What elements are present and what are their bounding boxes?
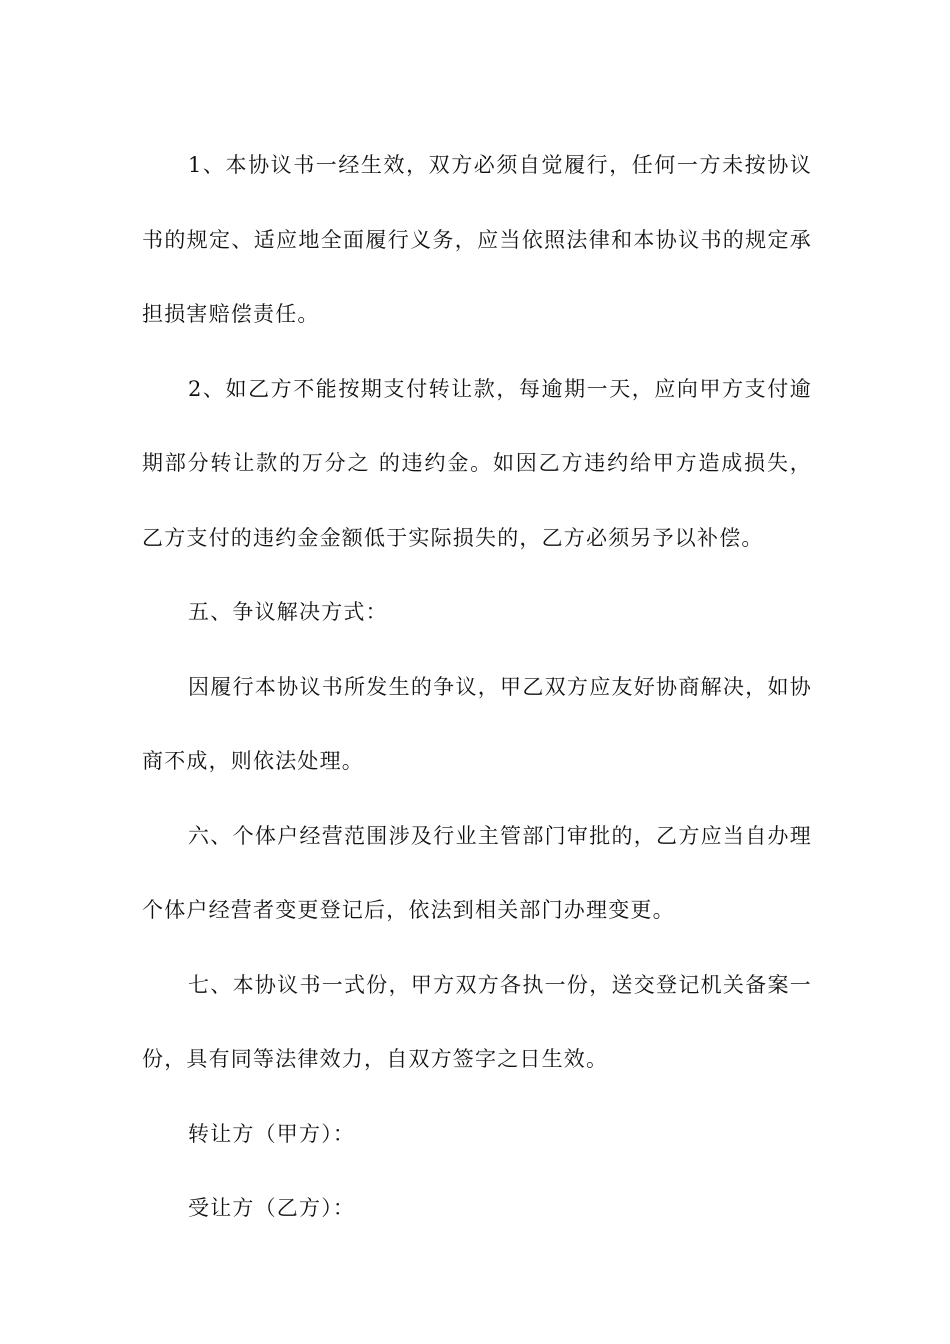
clause-dispute-resolution: 因履行本协议书所发生的争议，甲乙双方应友好协商解决，如协商不成，则依法处理。	[142, 674, 812, 773]
signature-transferor: 转让方（甲方）：	[188, 1121, 356, 1146]
clause-liability: 1、本协议书一经生效，双方必须自觉履行，任何一方未按协议书的规定、适应地全面履行义务，应当依照法律和本协议书的规定承担损害赔偿责任。	[142, 153, 812, 326]
section-business-scope: 六、个体户经营范围涉及行业主管部门审批的，乙方应当自办理个体户经营者变更登记后，依法到相关部门办理变更。	[142, 823, 812, 922]
document-body	[142, 128, 812, 1246]
section-copies: 七、本协议书一式份，甲方双方各执一份，送交登记机关备案一份，具有同等法律效力，自双方签字之日生效。	[142, 972, 812, 1071]
clause-late-payment: 2、如乙方不能按期支付转让款，每逾期一天，应向甲方支付逾期部分转让款的万分之 的违约金。如因乙方违约给甲方造成损失，乙方支付的违约金金额低于实际损失的，乙方必须另予以补偿。	[142, 376, 812, 550]
section-dispute-heading: 五、争议解决方式：	[188, 600, 388, 624]
signature-transferee: 受让方（乙方）：	[188, 1196, 356, 1220]
